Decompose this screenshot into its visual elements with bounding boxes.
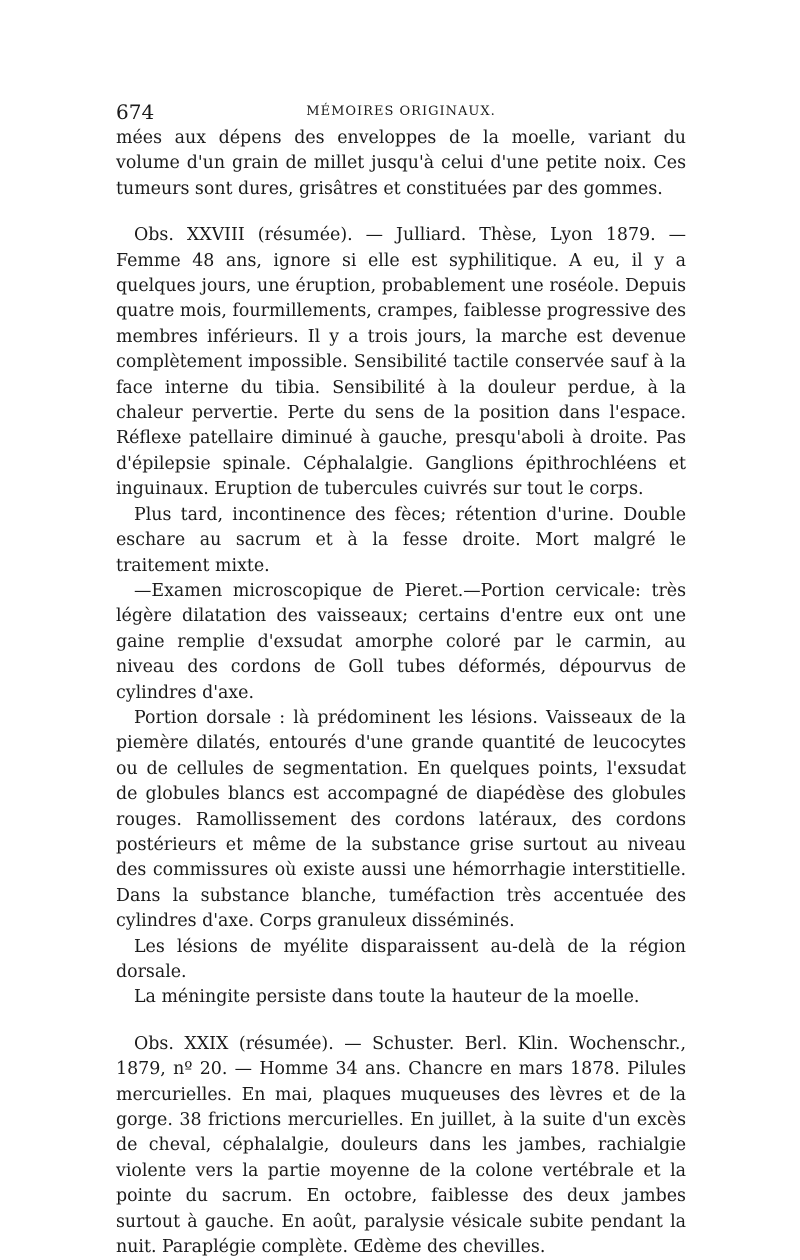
paragraph-dorsal: Portion dorsale : là prédominent les lésions. Vaisseaux de la piemère dilatés, entourés d'une grande quantité de leucocytes ou de cellules de segmentation. En quelques points, l'exsudat de globules blancs est accompagné de diapédèse des globules rouges. Ramollissement des cordons latéraux, des cordons postérieurs et même de la substance grise surtout au niveau des commissures où existe aussi une hémorrhagie interstitielle. Dans la substance blanche, tuméfaction très accentuée des cylindres d'axe. Corps granuleux disséminés. <box>116 707 686 932</box>
page-header <box>116 100 686 126</box>
paragraph-obs-xxix: Obs. XXIX (résumée). — Schuster. Berl. Klin. Wochenschr., 1879, nº 20. — Homme 34 ans. Chancre en mars 1878. Pilules mercurielles. En mai, plaques muqueuses des lèvres et de la gorge. 38 frictions mercurielles. En juillet, à la suite d'un excès de cheval, céphalalgie, douleurs dans les jambes, rachialgie violente vers la partie moyenne de la colone vertébrale et la pointe du sacrum. En octobre, faiblesse des deux jambes surtout à gauche. En août, paralysie vésicale subite pendant la nuit. Paraplégie complète. Œdème des chevilles. <box>116 1033 686 1258</box>
page-body <box>116 126 686 1260</box>
running-title: MÉMOIRES ORIGINAUX. <box>306 104 496 119</box>
paragraph-myelitis: Les lésions de myélite disparaissent au-delà de la région dorsale. <box>116 936 686 982</box>
page-number: 674 <box>116 100 155 124</box>
paragraph-microscopic: —Examen microscopique de Pieret.—Portion cervicale: très légère dilatation des vaisseaux; certains d'entre eux ont une gaine remplie d'exsudat amorphe coloré par le carmin, au niveau des cordons de Goll tubes déformés, dépourvus de cylindres d'axe. <box>116 580 686 703</box>
paragraph-meningitis: La méningite persiste dans toute la hauteur de la moelle. <box>134 987 640 1008</box>
paragraph-continued: mées aux dépens des enveloppes de la moelle, variant du volume d'un grain de millet jusqu'à celui d'une petite noix. Ces tumeurs sont dures, grisâtres et constituées par des gommes. <box>116 128 686 199</box>
paragraph-later: Plus tard, incontinence des fèces; rétention d'urine. Double eschare au sacrum et à la fesse droite. Mort malgré le traitement mixte. <box>116 504 686 576</box>
paragraph-obs-xxviii: Obs. XXVIII (résumée). — Julliard. Thèse, Lyon 1879. — Femme 48 ans, ignore si elle est syphilitique. A eu, il y a quelques jours, une éruption, probablement une roséole. Depuis quatre mois, fourmillements, crampes, faiblesse progressive des membres inférieurs. Il y a trois jours, la marche est devenue complètement impossible. Sensibilité tactile conservée sauf à la face interne du tibia. Sensibilité à la douleur perdue, à la chaleur pervertie. Perte du sens de la position dans l'espace. Réflexe patellaire diminué à gauche, presqu'aboli à droite. Pas d'épilepsie spinale. Céphalalgie. Ganglions épithrochléens et inguinaux. Eruption de tubercules cuivrés sur tout le corps. <box>116 225 686 500</box>
